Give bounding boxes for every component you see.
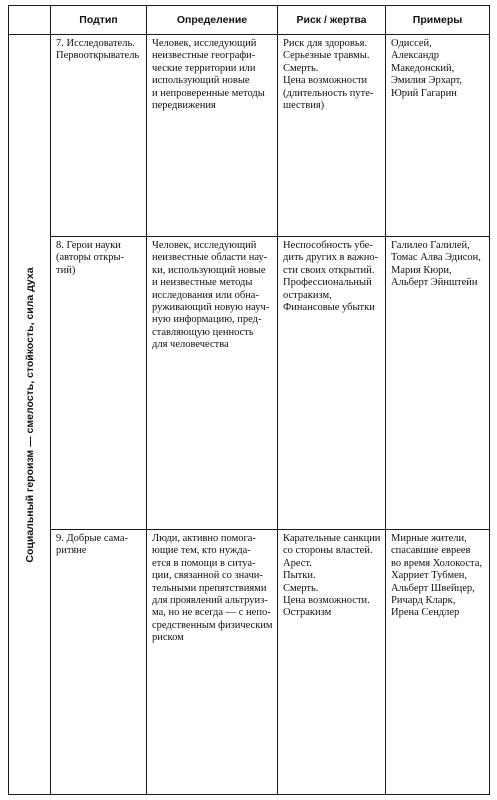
risk-cell bbox=[278, 35, 386, 237]
examples-cell bbox=[386, 35, 490, 237]
header-cell-definition: Определение bbox=[147, 6, 278, 35]
definition-text: Люди, активно помога- ющие тем, кто нужда- ется в помощи в ситуа- ции, связанной со значи- тельными препятствиями для проявлений альтруиз- ма, но не всегда — с непо- средственным физическим риском bbox=[152, 533, 273, 644]
risk-cell bbox=[278, 530, 386, 795]
header-cell-subtype: Подтип bbox=[51, 6, 147, 35]
examples-text: Мирные жители, спасавшие евреев во время Холокоста, Харриет Тубмен, Альберт Швейцер, Ричард Кларк, Ирена Сендлер bbox=[391, 533, 482, 619]
examples-cell bbox=[386, 237, 490, 530]
definition-text: Человек, исследующий неизвестные области нау- ки, использующий новые и неизвестные методы исследования или обна- руживающий новую науч- ную информацию, пред- ставляющую ценность для человечества bbox=[152, 240, 270, 351]
risk-text: Неспособность убе- дить других в важно- сти своих открытий. Профессиональный остракизм, Финансовые убытки bbox=[283, 240, 379, 314]
risk-text: Карательные санкции со стороны властей. Арест. Пытки. Смерть. Цена возможности. Остракизм bbox=[283, 533, 381, 619]
heroism-table bbox=[8, 5, 490, 795]
definition-cell bbox=[147, 237, 278, 530]
category-cell bbox=[9, 35, 51, 795]
subtype-cell bbox=[51, 237, 147, 530]
subtype-text: 8. Герои науки (авторы откры- тий) bbox=[56, 240, 125, 276]
subtype-cell bbox=[51, 35, 147, 237]
examples-text: Галилео Галилей, Томас Алва Эдисон, Мария Кюри, Альберт Эйнштейн bbox=[391, 240, 481, 289]
table-header-row bbox=[9, 6, 490, 35]
table-row bbox=[9, 237, 490, 530]
header-cell-risk: Риск / жертва bbox=[278, 6, 386, 35]
definition-text: Человек, исследующий неизвестные географи- ческие территории или использующий новые и непроверенные методы передвижения bbox=[152, 38, 265, 112]
subtype-text: 9. Добрые сама- ритяне bbox=[56, 533, 129, 557]
table-row bbox=[9, 35, 490, 237]
risk-cell bbox=[278, 237, 386, 530]
definition-cell bbox=[147, 35, 278, 237]
examples-cell bbox=[386, 530, 490, 795]
category-label: Социальный героизм — смелость, стойкость, сила духа bbox=[23, 266, 36, 563]
risk-text: Риск для здоровья. Серьезные травмы. Смерть. Цена возможности (длительность путе- шествия) bbox=[283, 38, 374, 112]
header-cell-category bbox=[9, 6, 51, 35]
subtype-cell bbox=[51, 530, 147, 795]
examples-text: Одиссей, Александр Македонский, Эмилия Эрхарт, Юрий Гагарин bbox=[391, 38, 462, 99]
table-row bbox=[9, 530, 490, 795]
subtype-text: 7. Исследователь. Первооткрыватель bbox=[56, 38, 140, 62]
header-cell-examples: Примеры bbox=[386, 6, 490, 35]
definition-cell bbox=[147, 530, 278, 795]
